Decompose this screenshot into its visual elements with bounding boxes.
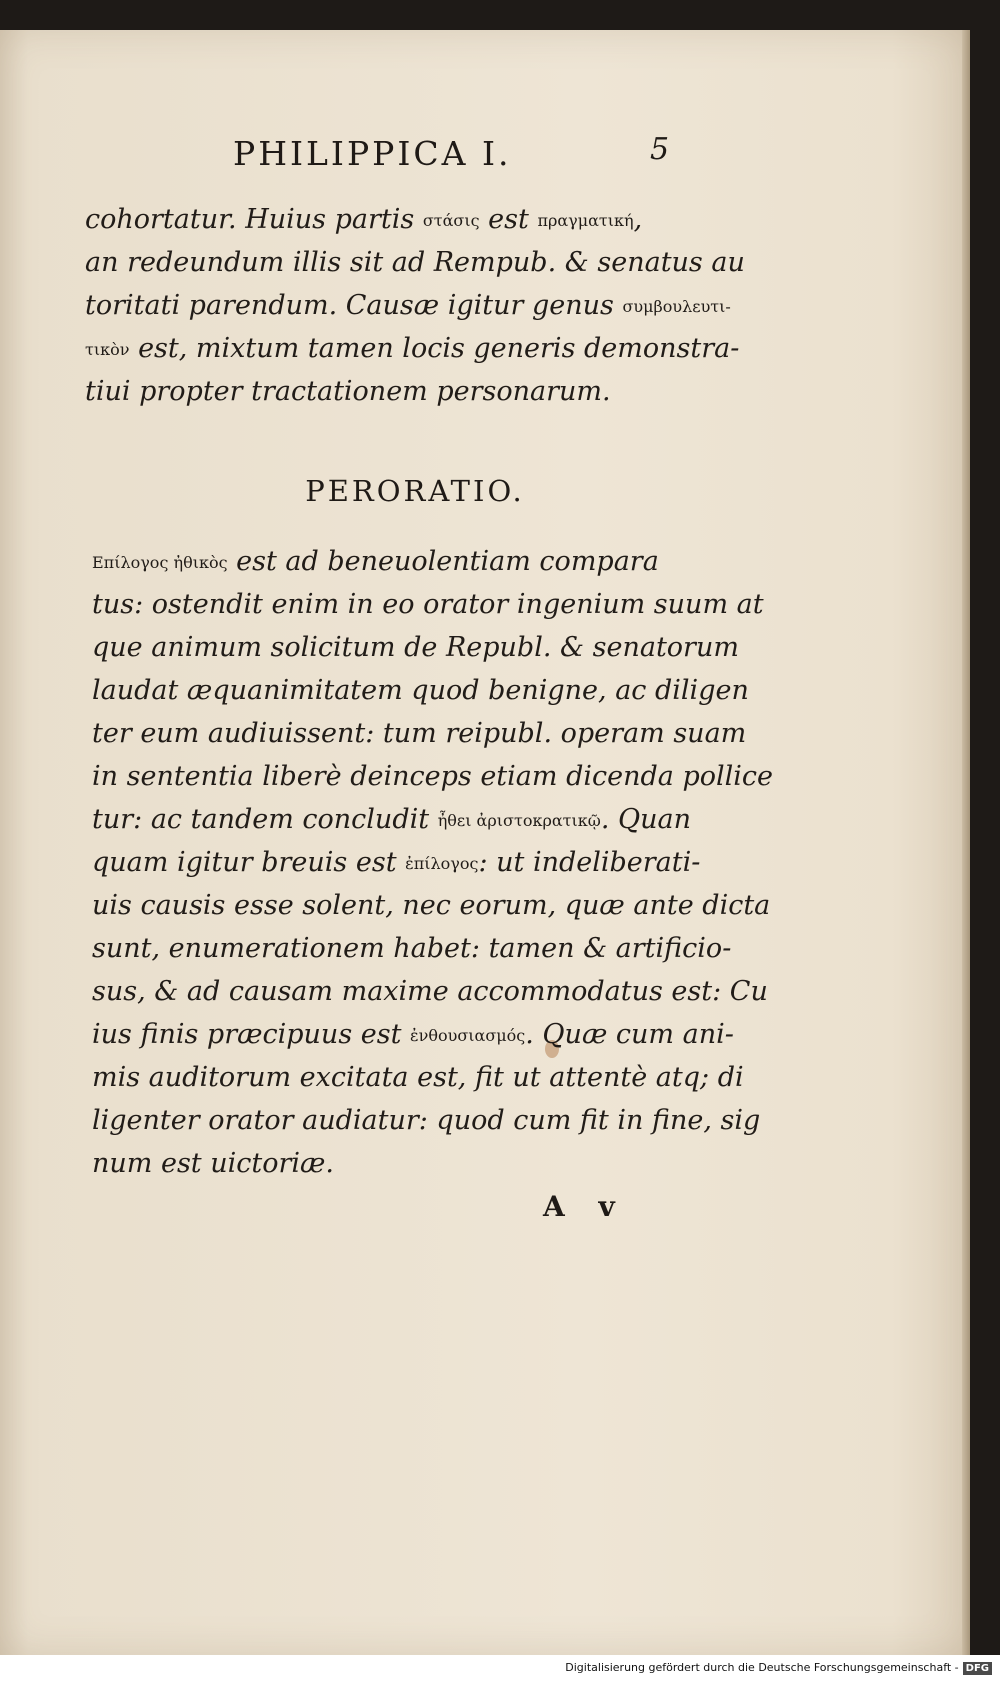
text-line: in sententia liberè deinceps etiam dicenda pollice — [92, 761, 773, 792]
text-line: ter eum audiuissent: tum reipubl. operam suam — [92, 718, 747, 749]
text-line: toritati parendum. Causæ igitur genus συμβουλευτι- — [85, 290, 731, 321]
text-line: que animum solicitum de Republ. & senatorum — [92, 632, 739, 663]
text-line: ligenter orator audiatur: quod cum fit in fine, sig — [92, 1105, 761, 1136]
text-line: τικὸν est, mixtum tamen locis generis demonstra- — [85, 333, 740, 364]
text-line: num est uictoriæ. — [92, 1148, 334, 1179]
text-block-argument — [85, 198, 745, 413]
page-number: 5 — [650, 132, 670, 167]
running-title: PHILIPPICA I. — [233, 134, 512, 173]
text-line: mis auditorum excitata est, fit ut attentè atq; di — [92, 1062, 744, 1093]
text-block-peroratio — [92, 540, 773, 1185]
text-line: cohortatur. Huius partis στάσις est πραγματική, — [85, 204, 643, 235]
digitization-footer — [0, 1655, 1000, 1683]
text-line: laudat æquanimitatem quod benigne, ac diligen — [92, 675, 749, 706]
text-line: ius finis præcipuus est ἐνθουσιασμός. Quæ cum ani- — [92, 1019, 734, 1050]
text-line: sus, & ad causam maxime accommodatus est: Cu — [92, 976, 768, 1007]
text-line: quam igitur breuis est ἐπίλογος: ut indeliberati- — [92, 847, 701, 878]
text-line: Επίλογος ἠθικὸς est ad beneuolentiam compara — [92, 546, 659, 577]
page-edge — [962, 30, 970, 1655]
text-line: sunt, enumerationem habet: tamen & artificio- — [92, 933, 732, 964]
running-head — [0, 110, 970, 173]
text-line: tiui propter tractationem personarum. — [85, 376, 611, 407]
signature-mark: A v — [543, 1190, 627, 1223]
text-line: tur: ac tandem concludit ἦθει ἀριστοκρατικῷ. Quan — [92, 804, 692, 835]
text-line: uis causis esse solent, nec eorum, quæ ante dicta — [92, 890, 771, 921]
dfg-logo: DFG — [963, 1662, 992, 1675]
section-heading: PERORATIO. — [305, 474, 525, 508]
book-page — [0, 30, 970, 1655]
text-line: tus: ostendit enim in eo orator ingenium suum at — [92, 589, 764, 620]
text-line: an redeundum illis sit ad Rempub. & senatus au — [85, 247, 745, 278]
funding-credit: Digitalisierung gefördert durch die Deutsche Forschungsgemeinschaft - DFG — [565, 1661, 992, 1675]
